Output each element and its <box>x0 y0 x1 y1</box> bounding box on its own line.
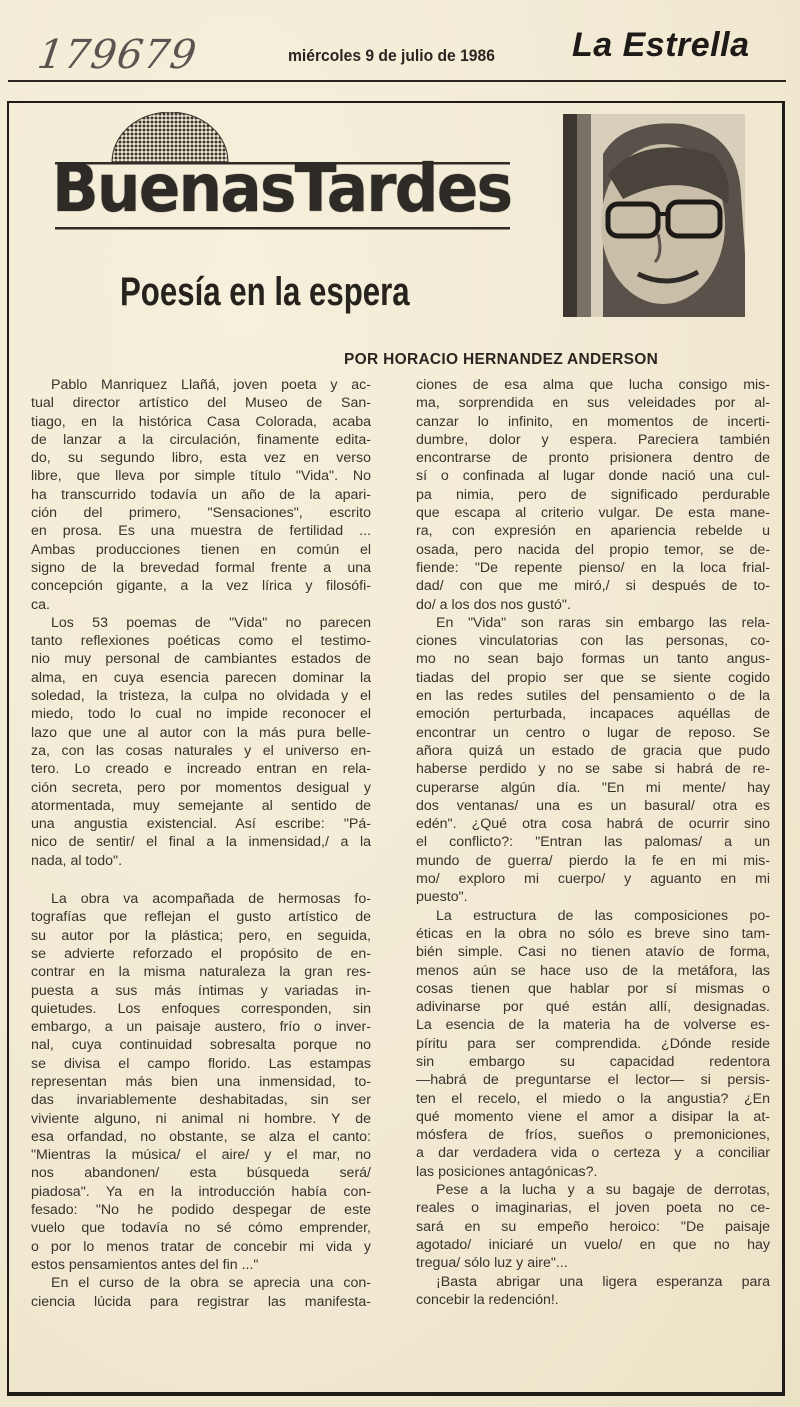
handwritten-archive-number: 179679 <box>34 32 200 78</box>
article-line: La esencia de la materia ha de volverse es- <box>416 1017 770 1034</box>
article-line: En "Vida" son raras sin embargo las rela- <box>436 614 770 631</box>
article-line: do, su segundo libro, esta vez en verso <box>31 450 371 467</box>
article-line: dumbre, dolor y espera. Pareciera también <box>416 431 770 448</box>
article-line: tanto reflexiones poéticas como el testimo- <box>31 633 371 650</box>
publication-date: miércoles 9 de julio de 1986 <box>288 46 495 65</box>
article-line: dad/ con que me miró,/ si después de to- <box>416 578 770 595</box>
article-line: libre, que lleva por simple título "Vida". No <box>31 468 371 485</box>
article-line: Ambas producciones tienen en común el <box>31 541 371 558</box>
article-line: píritu para ser comprendida. ¿Dónde reside <box>416 1035 770 1052</box>
article-line: canzar lo infinito, en momentos de incerti- <box>416 413 770 430</box>
article-line: —habrá de preguntarse el lector— si persis- <box>416 1072 770 1089</box>
article-line: concebir la redención!. <box>416 1291 559 1308</box>
article-line: "Mientras la música/ el aire/ y el mar, no <box>31 1147 371 1164</box>
article-line: en prosa. Es una muestra de fertilidad ... <box>31 523 371 540</box>
article-line: das invariablemente deshabitadas, sin ser <box>31 1092 371 1109</box>
header-rule <box>8 80 786 82</box>
article-line: miedo, todo lo cual no impide reconocer el <box>31 706 371 723</box>
article-line: ción secreta, pero por momentos desigual y <box>31 779 371 796</box>
article-line: las posiciones antagónicas?. <box>416 1163 598 1180</box>
article-line: soledad, la tristeza, la culpa no olvidada y el <box>31 688 371 705</box>
article-line: estos pensamientos antes del fin ..." <box>31 1256 259 1273</box>
section-logo <box>50 112 515 237</box>
article-line: encontrar un centro o lugar de reposo. Se <box>416 724 770 741</box>
article-line: ha transcurrido todavía un año de la apari- <box>31 486 371 503</box>
article-line: ca. <box>31 596 50 613</box>
article-line: agotado/ iniciaré un vuelo/ en que no hay <box>416 1236 770 1253</box>
article-line: quietudes. Los enfoques corresponden, sin <box>31 1000 371 1017</box>
article-line: cosas tienen que hablar por sí mismas o <box>416 980 770 997</box>
article-line: sí o confinada al lugar donde nació una cul- <box>416 468 770 485</box>
article-line: nio muy personal de cambiantes estados de <box>31 651 371 668</box>
article-line: vuelo que todavía no sé cómo emprender, <box>31 1220 371 1237</box>
article-line: adivinarse por qué están allí, designadas. <box>416 999 770 1016</box>
article-title: Poesía en la espera <box>120 270 410 314</box>
article-line: dos ventanas/ una es un basural/ otra es <box>416 797 770 814</box>
article-line: de lanzar a la circulación, finamente edita- <box>31 431 371 448</box>
paragraph-gap <box>31 870 371 890</box>
article-line: encontrarse de pronto prisionera dentro de <box>416 450 770 467</box>
article-line: el conflicto?: "Entran las palomas/ a un <box>416 834 770 851</box>
article-line: lazo que une al autor con la más pura belle- <box>31 724 371 741</box>
article-line: sará en su empeño heroico: "De paisaje <box>416 1218 770 1235</box>
article-line: su autor por la plástica; pero, en seguida, <box>31 927 371 944</box>
article-line: mundo de guerra/ pierdo la fe en mi mis- <box>416 852 770 869</box>
section-logo-text: BuenasTardes <box>52 150 512 227</box>
article-line: nal, cuya continuidad sobresalta porque no <box>31 1037 371 1054</box>
article-line: mo no sean bajo formas un tanto angus- <box>416 651 770 668</box>
article-line: nico de sentir/ el final a la inmensidad,/ a la <box>31 834 371 851</box>
author-portrait-photo <box>563 114 745 317</box>
article-line: se divisa el campo florido. Las estampas <box>31 1055 371 1072</box>
article-line: embargo, a un paisaje austero, frío o inver- <box>31 1019 371 1036</box>
article-line: mósfera de fríos, sueños o premoniciones, <box>416 1127 770 1144</box>
article-line: ción del primero, "Sensaciones", escrito <box>31 505 371 522</box>
article-line: Pablo Manriquez Llañá, joven poeta y ac- <box>51 377 371 393</box>
article-line: contrar en la misma naturaleza la gran res- <box>31 964 371 981</box>
article-line: añora quizá un estado de gracia que pudo <box>416 742 770 759</box>
article-line: ten el recelo, el miedo o la angustia? ¿En <box>416 1090 770 1107</box>
article-line: signo de la brevedad formal frente a una <box>31 559 371 576</box>
article-line: atormentada, muy semejante al sentido de <box>31 797 371 814</box>
article-line: reales o imaginarias, el joven poeta no ce- <box>416 1200 770 1217</box>
article-line: representan más bien una inmensidad, to- <box>31 1073 371 1090</box>
article-line: a dar verdadera vida o certeza y a conciliar <box>416 1145 770 1162</box>
article-line: Pese a la lucha y a su bagaje de derrotas, <box>436 1182 770 1199</box>
article-line: osada, pero nacida del propio temor, se de- <box>416 541 770 558</box>
article-line: La estructura de las composiciones po- <box>436 907 770 924</box>
article-line: nos abandonen/ esta búsqueda será/ <box>31 1165 371 1182</box>
article-line: ra, con expresión en apariencia rebelde u <box>416 523 770 540</box>
article-line: Los 53 poemas de "Vida" no parecen <box>51 614 371 631</box>
article-line: una angustia existencial. Así escribe: "Pá- <box>31 816 371 833</box>
article-line: piadosa". Ya en la introducción había con- <box>31 1183 371 1200</box>
article-line: cuperarse algún día. "En mi mente/ hay <box>416 779 770 796</box>
article-line: tografías que reflejan el gusto artístico de <box>31 909 371 926</box>
article-line: alma, en cuya esencia parecen dominar la <box>31 669 371 686</box>
article-box-shadow-bottom <box>7 1392 785 1396</box>
article-line: concepción gigante, a la vez lírica y filosófi- <box>31 578 371 595</box>
article-line: ¡Basta abrigar una ligera esperanza para <box>436 1273 770 1290</box>
article-column-right <box>416 376 770 1309</box>
article-line: La obra va acompañada de hermosas fo- <box>51 891 371 908</box>
article-line: ciones vinculatorias con las personas, co- <box>416 633 770 650</box>
article-column-left <box>31 376 371 1311</box>
article-line: En el curso de la obra se aprecia una con- <box>51 1275 371 1292</box>
article-line: ciencia lúcida para registrar las manifesta- <box>31 1293 371 1310</box>
article-line: qué momento viene el amor a disipar la at- <box>416 1108 770 1125</box>
article-line: tiago, en la histórica Casa Colorada, acaba <box>31 413 371 430</box>
article-line: tiadas del propio ser que se siente cogido <box>416 669 770 686</box>
article-line: sin embargo su capacidad redentora <box>416 1053 770 1070</box>
article-line: ma, sorprendida en sus veleidades por al- <box>416 395 770 412</box>
article-box-shadow-right <box>782 101 785 1396</box>
article-line: ciones de esa alma que lucha consigo mis- <box>416 377 770 393</box>
article-line: menos aún se hace uso de la metáfora, las <box>416 962 770 979</box>
article-line: mo/ exploro mi cuerpo/ y aguanto en mi <box>416 871 770 888</box>
article-byline: POR HORACIO HERNANDEZ ANDERSON <box>344 351 659 368</box>
article-line: bién simple. Casi no tienen atavío de forma, <box>416 944 770 961</box>
article-line: fiende: "De repente pienso/ en la loca frial- <box>416 559 770 576</box>
article-line: pa nimia, pero de significado perdurable <box>416 486 770 503</box>
article-line: do/ a los dos nos gustó". <box>416 596 571 613</box>
article-line: puesta a sus más íntimas y variadas in- <box>31 982 371 999</box>
article-line: edén". ¿Qué otra cosa habrá de ocurrir sino <box>416 816 770 833</box>
article-line: o por lo menos tratar de concebir mi vida y <box>31 1238 371 1255</box>
article-line: za, con las cosas naturales y el universo en- <box>31 742 371 759</box>
article-line: haberse perdido y no se sabe si habrá de re- <box>416 761 770 778</box>
article-line: esa orfandad, no obstante, se alza el canto: <box>31 1128 371 1145</box>
article-line: tual director artístico del Museo de San- <box>31 395 371 412</box>
newspaper-name: La Estrella <box>572 26 750 64</box>
article-line: que escapa al criterio vulgar. De esta mane- <box>416 505 770 522</box>
article-line: se advierte reforzado el propósito de en- <box>31 945 371 962</box>
article-line: tregua/ sólo luz y aire"... <box>416 1255 568 1272</box>
article-line: tero. Lo creado e increado entran en rela- <box>31 761 371 778</box>
article-line: viviente alguno, ni animal ni hombre. Y de <box>31 1110 371 1127</box>
article-line: éticas en la obra no sólo es breve sino tam- <box>416 925 770 942</box>
article-line: nada, al todo". <box>31 852 123 869</box>
article-line: en las redes sutiles del pensamiento o de la <box>416 688 770 705</box>
article-line: fesado: "No he podido despegar de este <box>31 1202 371 1219</box>
article-line: emoción perturbada, incapaces aquéllas de <box>416 706 770 723</box>
article-line: puesto". <box>416 889 468 906</box>
